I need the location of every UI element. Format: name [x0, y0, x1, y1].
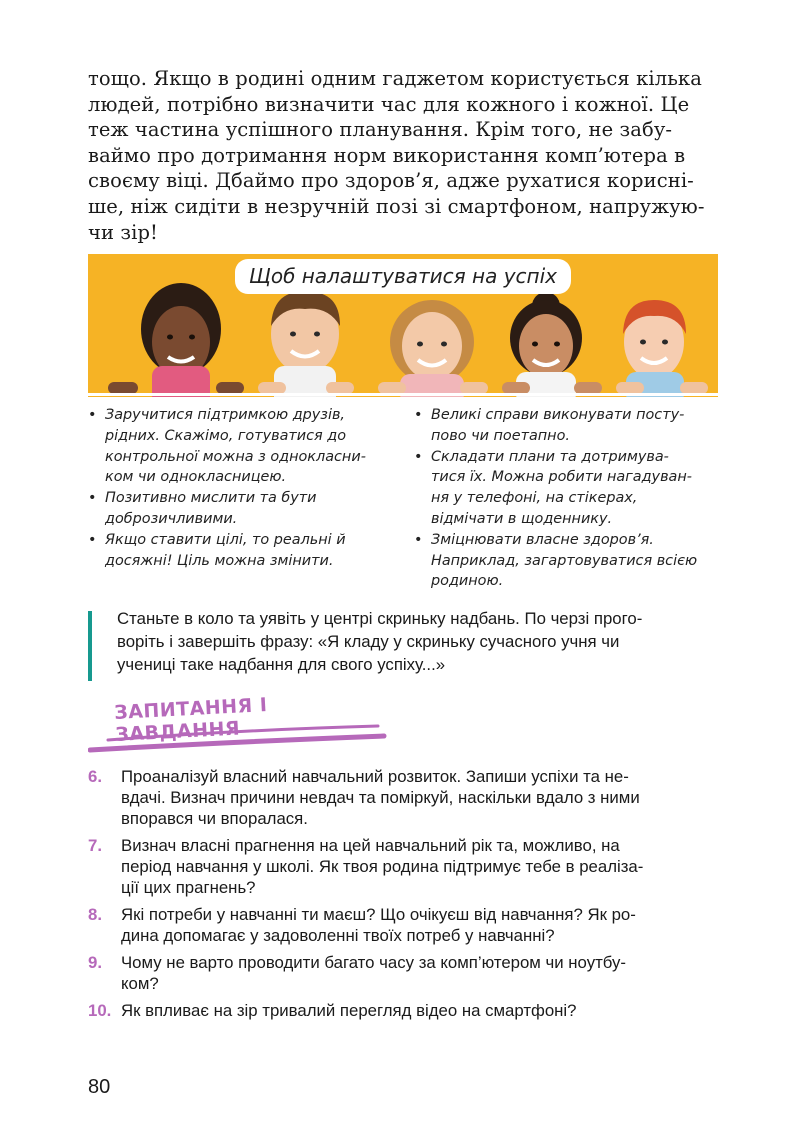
child-2 — [271, 292, 340, 397]
question-item — [88, 766, 718, 829]
tip-line: ня у телефоні, на стікерах, — [431, 490, 638, 507]
intro-line: тощо. Якщо в родині одним гаджетом користується кілька — [88, 67, 702, 90]
tip-item — [414, 530, 719, 592]
tip-line: ком чи однокласницею. — [105, 469, 287, 486]
question-line: ції цих прагнень? — [121, 878, 256, 897]
note-line: Станьте в коло та уявіть у центрі скриньку надбань. По черзі прого- — [117, 609, 643, 628]
child-4 — [510, 292, 582, 397]
questions-list — [88, 766, 718, 1027]
questions-heading — [88, 690, 388, 760]
tip-item — [88, 488, 393, 530]
questions-heading-title: ЗАПИТАННЯ І ЗАВДАННЯ — [113, 694, 268, 746]
banner-edge — [88, 393, 718, 396]
intro-line: чи зір! — [88, 220, 158, 244]
success-banner — [88, 254, 718, 397]
tip-line: • Позитивно мислити та бути — [105, 490, 317, 507]
child-3 — [390, 300, 474, 397]
tip-line: • Якщо ставити цілі, то реальні й — [105, 531, 346, 548]
tip-line: • Великі справи виконувати посту- — [431, 407, 685, 423]
question-item — [88, 952, 718, 994]
question-item — [88, 835, 718, 898]
tip-line: відмічати в щоденнику. — [431, 510, 613, 527]
question-line: Проаналізуй власний навчальний розвиток. Запиши успіхи та не- — [121, 767, 629, 786]
question-line: ком? — [121, 974, 159, 993]
question-number: 6. — [88, 767, 102, 786]
tip-item — [88, 530, 393, 572]
intro-paragraph — [88, 66, 718, 245]
intro-line: ше, ніж сидіти в незручній позі зі смартфоном, напружую- — [88, 194, 705, 218]
tip-line: контрольної можна з однокласни- — [105, 448, 366, 465]
tip-line: тися їх. Можна робити нагадуван- — [431, 469, 692, 486]
banner-title: Щоб налаштуватися на успіх — [235, 259, 571, 294]
tip-item — [414, 447, 719, 530]
tip-line: • Зміцнювати власне здоров’я. — [431, 531, 654, 548]
tip-line: пово чи поетапно. — [431, 427, 570, 444]
tip-line: • Заручитися підтримкою друзів, — [105, 407, 346, 423]
question-line: Чому не варто проводити багато часу за комп’ютером чи ноутбу- — [121, 953, 627, 972]
note-accent-bar — [88, 611, 92, 681]
question-line: період навчання у школі. Як твоя родина підтримує тебе в реаліза- — [121, 857, 644, 876]
tip-line: доброзичливими. — [105, 510, 238, 527]
note-line: учениці таке надбання для свого успіху...» — [117, 655, 446, 674]
question-line: вдачі. Визнач причини невдач та поміркуй, наскільки вдало з ними — [121, 788, 640, 807]
question-line: Які потреби у навчанні ти маєш? Що очікуєш від навчання? Як ро- — [121, 905, 636, 924]
page-number: 80 — [88, 1076, 111, 1098]
tips-list-left — [88, 405, 393, 571]
tips-list-right — [414, 405, 719, 592]
note-line: воріть і завершіть фразу: «Я кладу у скриньку сучасного учня чи — [117, 632, 620, 651]
question-line: дина допомагає у задоволенні твоїх потреб у навчанні? — [121, 926, 555, 945]
intro-line: людей, потрібно визначити час для кожного і кожної. Це — [88, 92, 690, 116]
question-number: 8. — [88, 905, 102, 924]
question-number: 10. — [88, 1001, 112, 1020]
intro-line: теж частина успішного планування. Крім того, не забу- — [88, 118, 673, 142]
tip-line: досяжні! Ціль можна змінити. — [105, 552, 334, 569]
intro-line: своєму віці. Дбаймо про здоров’я, адже рухатися корисні- — [88, 169, 694, 193]
tip-line: родиною. — [431, 573, 504, 590]
question-line: Як впливає на зір тривалий перегляд відео на смартфоні? — [121, 1001, 577, 1020]
note-text — [117, 607, 718, 676]
intro-line: ваймо про дотримання норм використання комп’ютера в — [88, 143, 686, 167]
tip-line: • Складати плани та дотримува- — [431, 448, 669, 465]
question-number: 7. — [88, 836, 102, 855]
tip-line: Наприклад, загартовуватися всією — [431, 552, 698, 569]
tip-line: рідних. Скажімо, готуватися до — [105, 427, 347, 444]
question-number: 9. — [88, 953, 102, 972]
question-item — [88, 1000, 718, 1021]
question-line: Визнач власні прагнення на цей навчальний рік та, можливо, на — [121, 836, 620, 855]
tip-item — [414, 405, 719, 447]
child-1 — [141, 283, 221, 397]
tip-item — [88, 405, 393, 488]
question-line: впорався чи впоралася. — [121, 809, 308, 828]
question-item — [88, 904, 718, 946]
